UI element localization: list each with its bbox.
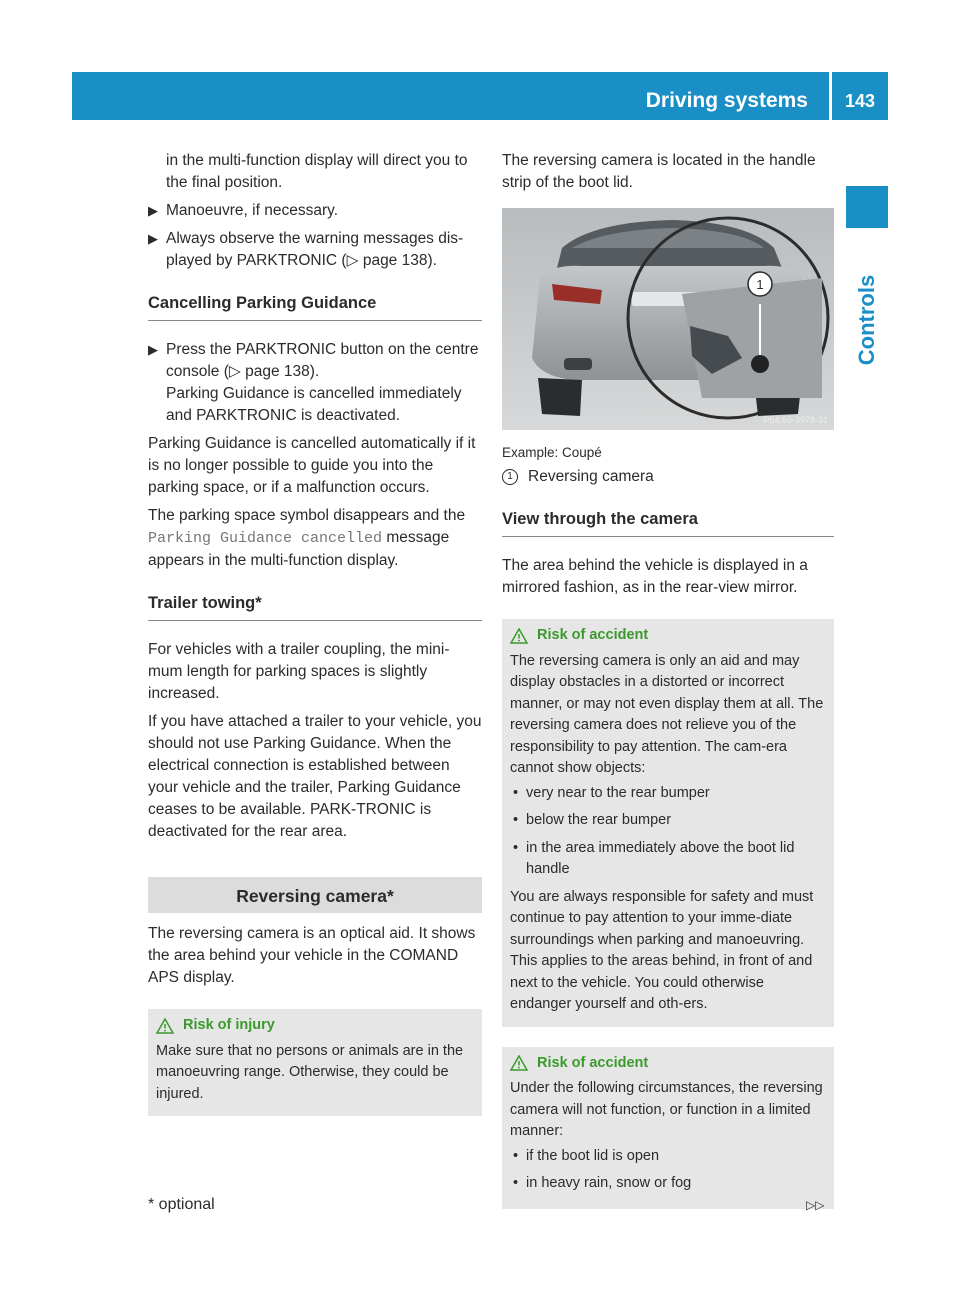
heading-trailer: Trailer towing* <box>148 592 482 621</box>
step-arrow-icon: ▶ <box>148 203 158 218</box>
bullet-item: • in heavy rain, snow or fog <box>510 1173 826 1195</box>
bullet-item: • if the boot lid is open <box>510 1146 826 1168</box>
bullet-item: • in the area immediately above the boot lid handle <box>510 838 826 881</box>
header-bar <box>72 72 888 120</box>
heading-view-through-camera: View through the camera <box>502 508 834 537</box>
intro-text: in the multi-function display will direct you to the final position. <box>166 152 468 191</box>
continue-arrows-icon: ▷▷ <box>806 1198 825 1212</box>
paragraph: The reversing camera is an optical aid. It shows the area behind your vehicle in the COMAND APS display. <box>148 925 476 986</box>
heading-reversing-camera: Reversing camera* <box>148 877 482 913</box>
warning-box <box>148 1009 482 1116</box>
bullet-item: • very near to the rear bumper <box>510 783 826 805</box>
paragraph: The area behind the vehicle is displayed in a mirrored fashion, as in the rear-view mirror. <box>502 557 808 596</box>
paragraph: For vehicles with a trailer coupling, the mini-mum length for parking spaces is slightly increased. <box>148 641 450 702</box>
warning-text: Under the following circumstances, the reversing camera will not function, or function in a limited manner: <box>510 1080 823 1139</box>
side-tab-marker <box>846 186 888 228</box>
warning-title <box>156 1015 474 1037</box>
side-tab-label: Controls <box>854 274 879 366</box>
section-title: Driving systems <box>645 89 808 112</box>
step-text: Press the PARKTRONIC button on the centre console (▷ page 138). <box>166 341 479 380</box>
car-illustration <box>502 208 834 430</box>
heading-cancelling: Cancelling Parking Guidance <box>148 292 482 321</box>
bullet-item: • below the rear bumper <box>510 810 826 832</box>
paragraph: The reversing camera is located in the handle strip of the boot lid. <box>502 152 816 191</box>
warning-title <box>510 625 826 647</box>
image-code: P54.65-3978-31 <box>763 415 828 425</box>
image-callout-label: 1 <box>756 277 764 292</box>
side-tab <box>846 240 888 400</box>
warning-text: Make sure that no persons or animals are in the manoeuvring range. Otherwise, they could be injured. <box>156 1042 464 1102</box>
step-item <box>148 228 482 272</box>
step-item <box>148 339 482 427</box>
image-legend <box>502 466 834 488</box>
right-column <box>502 150 834 1209</box>
warning-box <box>502 619 834 1027</box>
legend-text: Reversing camera <box>528 468 654 485</box>
paragraph <box>148 505 482 572</box>
text: The parking space symbol disappears and the <box>148 507 466 524</box>
step-arrow-icon: ▶ <box>148 231 158 246</box>
car-rear-image <box>502 208 834 430</box>
warning-text: You are always responsible for safety and must continue to pay attention to your imme-diate surroundings when parking and manoeuvring. This applies to the areas behind, in front of and next to the vehicle. You could otherwise endanger yourself and oth-ers. <box>510 888 814 1012</box>
warning-triangle-icon <box>156 1018 174 1034</box>
warning-title <box>510 1053 826 1075</box>
step-text: Manoeuvre, if necessary. <box>166 202 339 219</box>
step-arrow-icon: ▶ <box>148 342 158 357</box>
step-item <box>148 200 482 222</box>
warning-title-text: Risk of injury <box>183 1017 275 1033</box>
warning-title-text: Risk of accident <box>537 1054 649 1071</box>
footer-optional-note: * optional <box>148 1196 215 1213</box>
warning-triangle-icon <box>510 1055 528 1071</box>
warning-box <box>502 1047 834 1209</box>
warning-triangle-icon <box>510 628 528 644</box>
text: message appears in the multi-function display. <box>148 529 450 569</box>
warning-title-text: Risk of accident <box>537 627 649 643</box>
paragraph: Parking Guidance is cancelled automatically if it is no longer possible to guide you into the parking space, or if a malfunction occurs. <box>148 435 476 496</box>
step-result: Parking Guidance is cancelled immediately and PARKTRONIC is deactivated. <box>166 385 462 424</box>
left-column <box>148 150 482 1116</box>
warning-text: The reversing camera is only an aid and may display obstacles in a distorted or incorrect manner, or may not even display them at all. The reversing camera does not relieve you of the responsibility to pay attention. The cam-era cannot show objects: <box>510 652 824 776</box>
paragraph: If you have attached a trailer to your vehicle, you should not use Parking Guidance. When the electrical connection is established between your vehicle and the trailer, Parking Guidance ceases to be available. PARK-TRONIC is deactivated for the rear area. <box>148 713 482 840</box>
display-message: Parking Guidance cancelled <box>148 530 383 547</box>
page-number: 143 <box>844 91 876 111</box>
step-text: Always observe the warning messages dis-played by PARKTRONIC (▷ page 138). <box>166 230 464 269</box>
image-caption: Example: Coupé <box>502 445 602 460</box>
legend-number: 1 <box>502 469 518 485</box>
